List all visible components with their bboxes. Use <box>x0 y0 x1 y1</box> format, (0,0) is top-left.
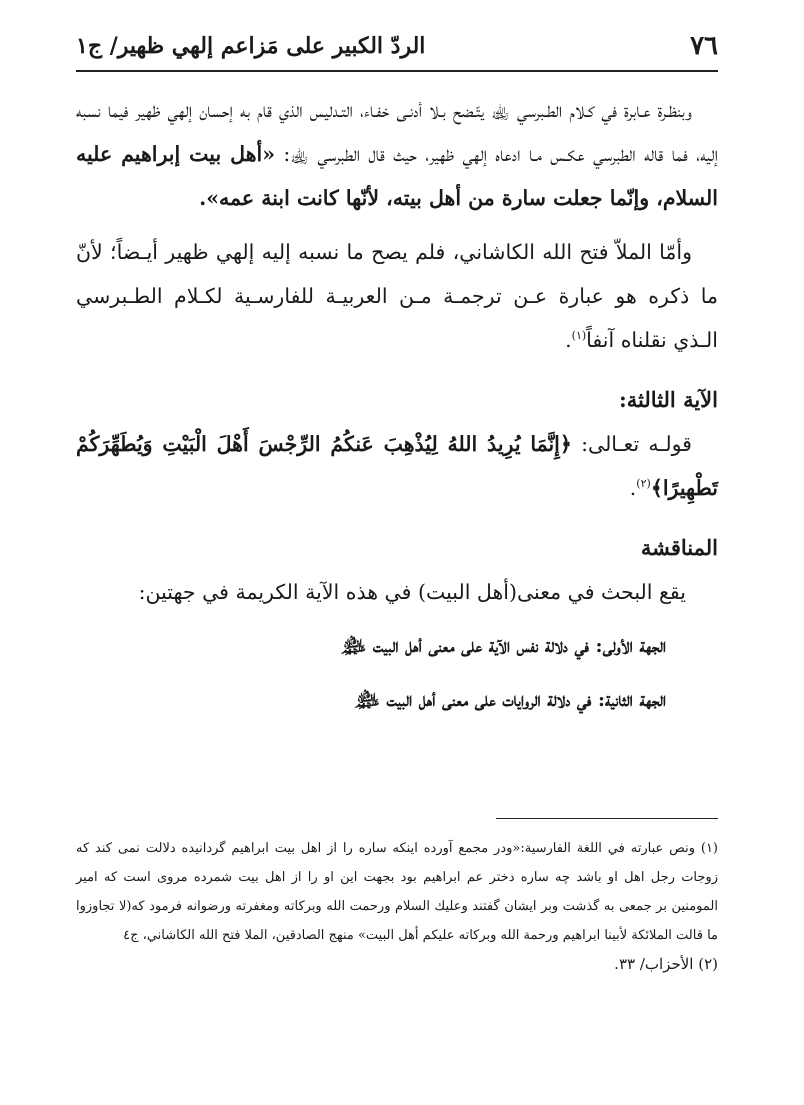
footnote-ref-2[interactable]: (٢) <box>636 477 651 491</box>
page-number: ٧٦ <box>690 31 718 61</box>
discussion-point-2: الجهة الثانية: في دلالة الروايات على معنى أهل البيت ﵈ <box>353 689 666 711</box>
footnote-1: (١) ونص عبارته في اللغة الفارسية:«ودر مجمع آورده اينكه ساره را از اهل بيت ابراهيم گردانيده دلالت نمى كند كه زوجات رجل اهل او باشد چه ساره دختر عم ابراهيم بود بجهت اين او را از اهل بيت شمرده مروى است كه امير المومنين بر جمعى به گذشت وبر ايشان گفتند وعليك السلام ورحمت الله وبركاته ومغفرته ورضوانه فرمود كه(لا تجاوزوا ما قالت الملائكة لأبينا ابراهيم ورحمة الله وبركاته عليكم أهل البيت» منهج الصادقين، الملا فتح الله الكاشاني، ج٤ <box>76 841 718 943</box>
section-heading-third-verse: الآية الثالثة: <box>619 387 718 412</box>
verse-intro: قولـه تعـالى: <box>571 432 692 456</box>
running-title: الردّ الكبير على مَزاعم إلهي ظهير/ ج١ <box>76 33 426 59</box>
paragraph-kashani-text: وأمّا الملاّ فتح الله الكاشاني، فلم يصح ما نسبه إليه إلهي ظهير أيـضاً؛ لأنّ ما ذكره هو عبارة عـن ترجمـة مـن العربيـة للفارسـية لكـلام الطـبرسي الـذي نقلناه آنفاً <box>76 240 718 352</box>
footnotes <box>76 834 718 979</box>
paragraph-tabarsi <box>76 88 718 220</box>
discussion-point-1: الجهة الأولى: في دلالة نفس الآية على معنى أهل البيت ﵈ <box>340 635 666 657</box>
footnote-ref-1[interactable]: (١) <box>571 329 587 343</box>
main-text <box>76 88 718 722</box>
tabarsi-quote: «أهل بيت إبراهيم عليه السلام، وإنّما جعلت سارة من أهل بيته، لأنّها كانت ابنة عمه». <box>76 142 718 210</box>
paragraph-kashani <box>76 230 718 362</box>
footnote-2: (٢) الأحزاب/ ٣٣. <box>614 955 718 973</box>
verse-paragraph <box>76 422 718 510</box>
verse-end: . <box>629 476 637 500</box>
footnote-divider <box>496 818 718 819</box>
discussion-intro: يقع البحث في معنى(أهل البيت) في هذه الآية الكريمة في جهتين: <box>138 580 686 604</box>
quran-verse: ﴿إِنَّمَا يُرِيدُ اللهُ لِيُذْهِبَ عَنكُمُ الرِّجْسَ أَهْلَ الْبَيْتِ وَيُطَهِّرَكُمْ تَطْهِيرًا﴾ <box>76 432 718 500</box>
page-header <box>76 22 718 72</box>
paragraph-kashani-end: . <box>565 328 572 352</box>
section-heading-discussion: المناقشة <box>640 535 718 560</box>
paragraph-tabarsi-text: وبنظـرة عـابرة في كـلام الطـبرسي ﵀ يتّـضح بـلا أدنـى خفـاء، التـدليس الذي قام به إحسان إلهي ظهير فيما نسبه إليه، فما قاله الطبرسي عكـس مـا ادعاه إلهي ظهير، حيث قال الطبرسي ﵀: <box>76 98 718 166</box>
